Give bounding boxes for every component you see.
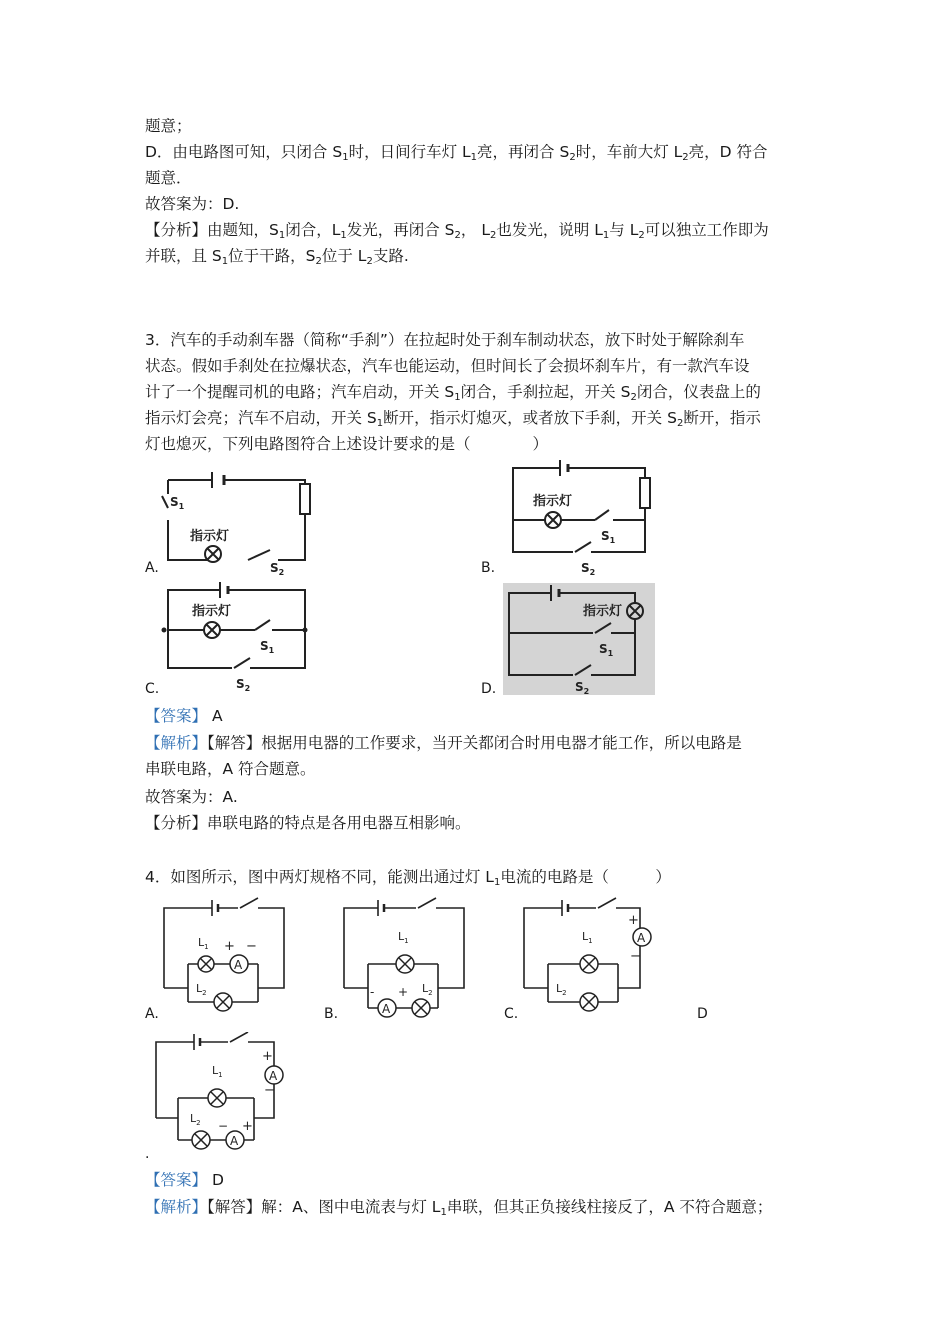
svg-text:S1: $S_1$ [599,642,614,658]
svg-text:−: − [630,949,641,964]
svg-text:+: + [398,985,409,999]
svg-text:S2: $S_2$ [270,561,285,575]
option-label: A. [145,1006,159,1022]
ammeter-label: A [234,958,243,972]
svg-text:+: + [224,939,235,954]
question-3-text: 3．汽车的手动刹车器（简称“手刹”）在拉起时处于刹车制动状态，放下时处于解除刹车 [145,331,745,349]
option-label: D [697,1006,708,1022]
circuit-diagram-c [160,582,315,692]
question-4-text: 4．如图所示，图中两灯规格不同，能测出通过灯 $L_1$电流的电路是（ ） [145,868,671,888]
text-line: 【分析】由题知，$S_1$闭合，$L_1$发光，再闭合 $S_2$， $L_2$也发光，说明 $L_1$与 $L_2$可以独立工作即为 [145,221,769,241]
option-label: D. [481,681,497,697]
svg-text:S1: $S_1$ [260,639,275,655]
svg-text:L1: $L_1$ [398,930,409,945]
text-line: 计了一个提醒司机的电路；汽车启动，开关 $S_1$闭合，手刹拉起，开关 $S_2$闭合，仪表盘上的 [145,383,761,403]
svg-text:+: + [628,913,639,928]
svg-text:S2: $S_2$ [236,677,251,692]
text-line: 题意． [145,169,192,187]
svg-text:L2: $L_2$ [190,1112,201,1127]
text-line: 灯也熄灭，下列电路图符合上述设计要求的是（ ） [145,435,549,453]
option-label: . [145,1146,150,1162]
option-label: A. [145,560,159,576]
svg-text:指示灯: 指示灯 [190,529,230,544]
text-line: D．由电路图可知，只闭合 $S_1$时，日间行车灯 $L_1$亮，再闭合 $S_2$时，车前大灯 $L_2$亮，D 符合 [145,143,768,163]
text-line: 指示灯会亮；汽车不启动，开关 $S_1$断开，指示灯熄灭，或者放下手刹，开关 $S_2$断开，指示 [145,409,761,429]
text-line: 故答案为：A. [145,788,238,806]
analysis-line: 【解析】【解答】根据用电器的工作要求，当开关都闭合时用电器才能工作，所以电路是 [145,734,742,752]
svg-text:A: A [637,931,646,945]
option-label: C. [145,681,160,697]
text-line: 【分析】串联电路的特点是各用电器互相影响。 [145,814,471,832]
svg-text:L1: $L_1$ [198,936,209,951]
circuit-diagram-4b [338,894,468,1019]
text-line: 故答案为：D. [145,195,240,213]
circuit-diagram-4a [158,894,288,1019]
circuit-diagram-4d [150,1032,295,1157]
circuit-diagram-d [503,583,655,695]
svg-text:S1: $S_1$ [170,495,185,511]
svg-text:−: − [264,1083,275,1098]
text-line: 题意； [145,117,192,135]
answer-line: 【答案】 A [145,707,223,725]
circuit-diagram-4c [518,894,660,1019]
svg-text:S1: $S_1$ [601,529,616,545]
svg-text:A: A [230,1134,239,1148]
svg-text:-: - [370,985,375,999]
svg-text:L1: $L_1$ [582,930,593,945]
svg-text:L2: $L_2$ [556,982,567,997]
svg-text:S2: $S_2$ [575,680,590,695]
svg-text:+: + [242,1119,253,1134]
svg-text:L1: $L_1$ [212,1064,223,1079]
circuit-diagram-b [505,460,660,575]
svg-text:A: A [382,1002,391,1016]
answer-line: 【答案】 D [145,1171,224,1189]
svg-text:−: − [246,939,257,954]
text-line: 串联电路，A 符合题意。 [145,760,316,778]
svg-text:L2: $L_2$ [422,982,433,997]
option-label: B. [324,1006,339,1022]
svg-text:A: A [269,1069,278,1083]
svg-text:−: − [218,1119,229,1133]
svg-text:L2: $L_2$ [196,982,207,997]
option-label: B. [481,560,496,576]
svg-text:S2: $S_2$ [581,561,596,575]
svg-text:指示灯: 指示灯 [583,604,623,619]
text-line: 状态。假如手刹处在拉爆状态，汽车也能运动，但时间长了会损坏刹车片，有一款汽车设 [145,357,750,375]
analysis-line: 【解析】【解答】解：A、图中电流表与灯 $L_1$串联，但其正负接线柱接反了，A 不符合题意； [145,1198,773,1218]
text-line: 并联，且 $S_1$位于干路，$S_2$位于 $L_2$支路. [145,247,409,267]
svg-text:+: + [262,1049,273,1064]
svg-text:指示灯: 指示灯 [533,494,573,509]
option-label: C. [504,1006,519,1022]
svg-text:指示灯: 指示灯 [192,604,232,619]
circuit-diagram-a [160,460,320,575]
